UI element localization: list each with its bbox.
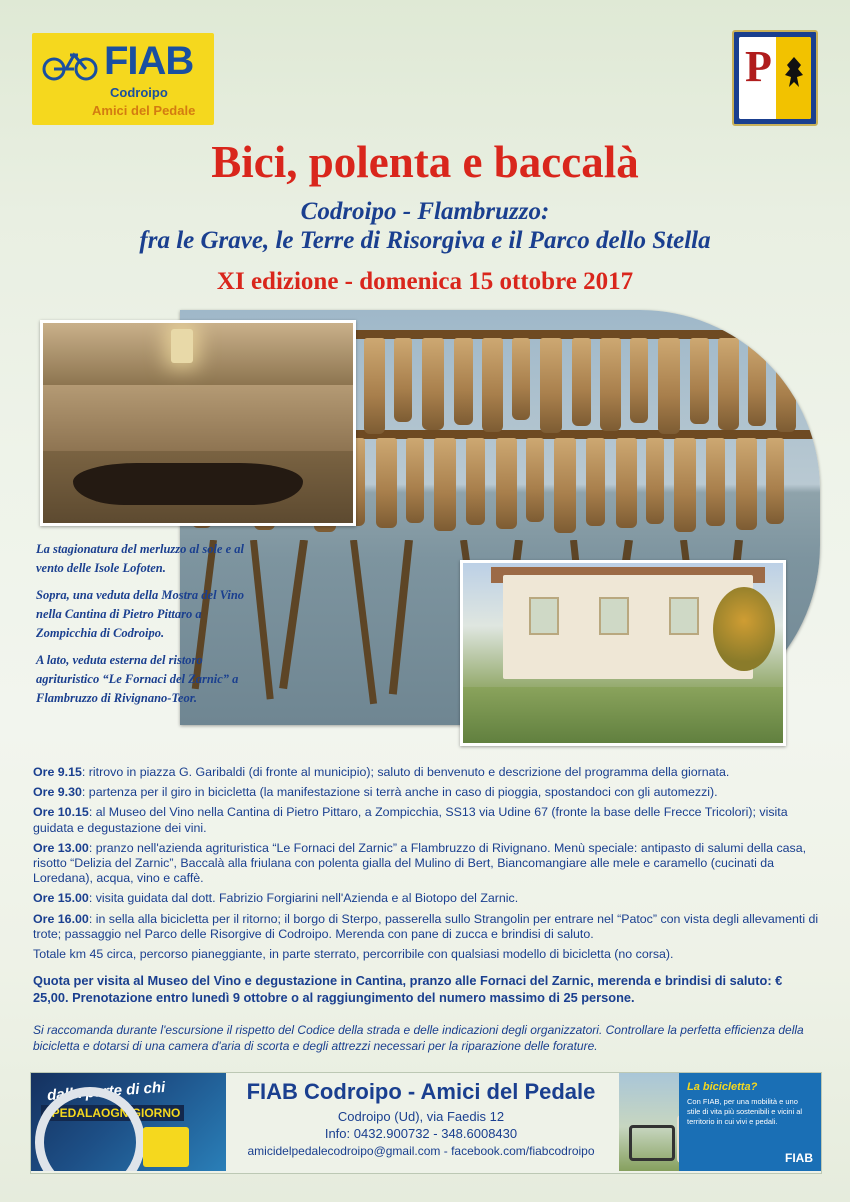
footer-right-logo: FIAB [785, 1151, 813, 1165]
bicycle-icon [42, 47, 98, 81]
bicycle-icon [629, 1125, 675, 1161]
footer-left-line1: dalla parte di chi [46, 1078, 166, 1105]
footer-contact-block [231, 1079, 611, 1158]
caption-line-1: La stagionatura del merluzzo al sole e al vento delle Isole Lofoten. [36, 542, 245, 575]
logo-brand: FIAB [104, 39, 194, 83]
photo-caption [36, 540, 251, 716]
program-text: : in sella alla bicicletta per il ritorno; il borgo di Sterpo, passerella sullo Strangolin per entrare nel “Patoc” con vista degli allevamenti di trote; passaggio nel Parco delle Risorgive di Codroipo. Merenda con pane di zucca e brindisi di saluto. [33, 911, 819, 941]
footer-left-banner [31, 1073, 226, 1171]
museum-lamp [171, 329, 193, 363]
footer-right-text: Con FIAB, per una mobilità e uno stile di vita più sostenibili e vicini al territorio in cui vivi e pedali. [687, 1097, 803, 1126]
footer-right-banner [679, 1073, 821, 1171]
edition-date: XI edizione - domenica 15 ottobre 2017 [216, 268, 634, 295]
footer-left-line2: #PEDALAOGNIGIORNO [41, 1105, 184, 1121]
program-time: Ore 16.00 [33, 911, 89, 926]
museum-gondola [73, 463, 303, 505]
program-total-distance: Totale km 45 circa, percorso pianeggiante, in parte sterrato, percorribile con qualsiasi modello di bicicletta (no corsa). [33, 947, 674, 962]
safety-disclaimer: Si raccomanda durante l'escursione il rispetto del Codice della strada e delle indicazioni degli organizzatori. Controllare la perfetta efficienza della bicicletta e dotarsi di una camera d'aria di scorta e degli attrezzi necessari per la riparazione delle forature. [33, 1023, 804, 1053]
program-schedule [33, 765, 819, 967]
program-text: : partenza per il giro in bicicletta (la manifestazione si terrà anche in caso di pioggia, spostandoci con gli automezzi). [81, 785, 718, 800]
organization-contact[interactable]: amicidelpedalecodroipo@gmail.com - facebook.com/fiabcodroipo [247, 1144, 595, 1158]
logo-tagline: Amici del Pedale [92, 103, 196, 118]
eagle-icon [781, 55, 807, 95]
footer-bar [30, 1072, 822, 1174]
caption-line-2: Sopra, una veduta della Mostra del Vino nella Cantina di Pietro Pittaro a Zompicchia di Codroipo. [36, 588, 245, 640]
program-time: Ore 10.15 [33, 805, 89, 820]
organization-address: Codroipo (Ud), via Faedis 12 [337, 1109, 505, 1124]
program-item [33, 841, 819, 887]
program-time: Ore 15.00 [33, 891, 89, 906]
agriturismo-tree [713, 587, 775, 671]
logo-city: Codroipo [110, 85, 168, 100]
program-item [33, 785, 819, 800]
page-title: Bici, polenta e baccalà [211, 137, 639, 187]
mug-icon [143, 1127, 189, 1167]
coat-of-arms-inner [739, 37, 811, 119]
photo-wine-museum [40, 320, 356, 526]
organization-name: FIAB Codroipo - Amici del Pedale [246, 1079, 596, 1104]
program-item [33, 912, 819, 942]
program-text: : pranzo nell'azienda agrituristica “Le Fornaci del Zarnic” a Flambruzzo di Rivignano. Menù speciale: antipasto di salumi della casa, risotto “Delizia del Zarnic”, Baccalà alla friulana con polenta gialla del Mulino di Bert, Biancomangiare alle mele e caramello (cucinati da Loredana), acqua, vino e caffè. [33, 840, 807, 886]
program-time: Ore 9.30 [33, 785, 82, 800]
subtitle-route: Codroipo - Flambruzzo: [300, 198, 550, 225]
footer-right-title: La bicicletta? [687, 1081, 758, 1093]
program-text: : al Museo del Vino nella Cantina di Pietro Pittaro, a Zompicchia, SS13 via Udine 67 (fronte la base delle Frecce Tricolori); visita guidata e degustazione dei vini. [33, 805, 788, 835]
program-item [33, 891, 819, 906]
coat-of-arms [732, 30, 818, 126]
agriturismo-lawn [463, 687, 783, 743]
price-and-booking: Quota per visita al Museo del Vino e degustazione in Cantina, pranzo alle Fornaci del Zarnic, merenda e brindisi di saluto: € 25,00. Prenotazione entro lunedì 9 ottobre o al raggiungimento del numero massimo di 25 persone. [33, 973, 783, 1005]
program-item [33, 765, 819, 780]
program-text: : visita guidata dal dott. Fabrizio Forgiarini nell'Azienda e al Biotopo del Zarnic. [88, 891, 519, 906]
photo-agriturismo [460, 560, 786, 746]
fiab-logo [32, 33, 214, 125]
program-text: : ritrovo in piazza G. Garibaldi (di fronte al municipio); saluto di benvenuto e descrizione del programma della giornata. [81, 765, 730, 779]
crest-letter: P [745, 42, 772, 91]
program-time: Ore 9.15 [33, 765, 82, 779]
museum-ceiling [43, 323, 353, 385]
program-time: Ore 13.00 [33, 840, 89, 855]
museum-wall [43, 385, 353, 455]
organization-phone: Info: 0432.900732 - 348.6008430 [324, 1126, 518, 1141]
caption-line-3: A lato, veduta esterna del ristoro agrituristico “Le Fornaci del Zarnic” a Flambruzzo di Rivignano-Teor. [36, 653, 239, 705]
subtitle-description: fra le Grave, le Terre di Risorgiva e il Parco dello Stella [139, 227, 711, 254]
program-item [33, 805, 819, 835]
